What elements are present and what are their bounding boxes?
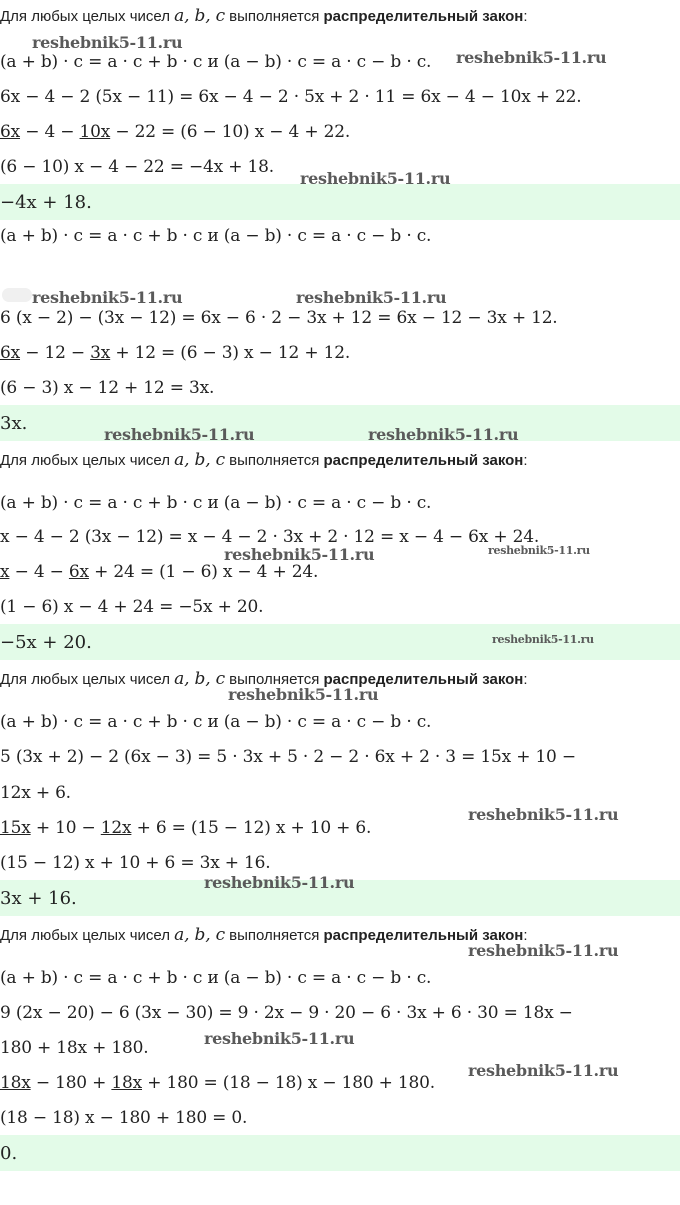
intro-mid: выполняется: [224, 452, 324, 469]
intro-post: :: [523, 927, 528, 944]
watermark: reshebnik5-11.ru: [228, 685, 379, 704]
answer-line: −5x + 20.: [0, 632, 92, 653]
expand-line: 6x − 4 − 2 (5x − 11) = 6x − 4 − 2 · 5x + 2 · 11 = 6x − 4 − 10x + 22.: [0, 87, 582, 107]
answer-line: 3x + 16.: [0, 888, 77, 909]
expand-continuation: 180 + 18x + 180.: [0, 1038, 149, 1058]
watermark: reshebnik5-11.ru: [468, 805, 619, 824]
result-line: (6 − 3) x − 12 + 12 = 3x.: [0, 378, 215, 398]
underlined-term: 6x: [0, 122, 21, 142]
watermark: reshebnik5-11.ru: [456, 48, 607, 67]
group-part: − 12 −: [20, 343, 91, 363]
answer-line: 0.: [0, 1143, 18, 1164]
intro-post: :: [523, 671, 528, 688]
watermark: reshebnik5-11.ru: [32, 288, 183, 307]
intro-text: [0, 450, 680, 470]
group-line: [0, 343, 680, 363]
intro-mid: выполняется: [224, 927, 324, 944]
law-line: (a + b) · c = a · c + b · c и (a − b) · c = a · c − b · c.: [0, 493, 432, 513]
answer-line: −4x + 18.: [0, 192, 92, 213]
result-line: (6 − 10) x − 4 − 22 = −4x + 18.: [0, 157, 274, 177]
group-part: − 4 −: [9, 562, 69, 582]
watermark: reshebnik5-11.ru: [104, 425, 255, 444]
result-line: (18 − 18) x − 180 + 180 = 0.: [0, 1108, 248, 1128]
watermark: reshebnik5-11.ru: [300, 169, 451, 188]
group-part: + 180 = (18 − 18) x − 180 + 180.: [142, 1073, 435, 1093]
group-line: [0, 122, 680, 142]
intro-bold: распределительный закон: [323, 452, 524, 469]
law-line: (a + b) · c = a · c + b · c и (a − b) · c = a · c − b · c.: [0, 968, 432, 988]
law-line: (a + b) · c = a · c + b · c и (a − b) · c = a · c − b · c.: [0, 226, 432, 246]
underlined-term: 18x: [0, 1073, 31, 1093]
expand-continuation: 12x + 6.: [0, 783, 71, 803]
intro-bold: распределительный закон: [323, 671, 524, 688]
group-part: + 12 = (6 − 3) x − 12 + 12.: [110, 343, 351, 363]
expand-line: 9 (2x − 20) − 6 (3x − 30) = 9 · 2x − 9 · 20 − 6 · 3x + 6 · 30 = 18x −: [0, 1003, 573, 1023]
expand-line: x − 4 − 2 (3x − 12) = x − 4 − 2 · 3x + 2 · 12 = x − 4 − 6x + 24.: [0, 527, 540, 547]
watermark: reshebnik5-11.ru: [204, 1029, 355, 1048]
result-line: (15 − 12) x + 10 + 6 = 3x + 16.: [0, 853, 271, 873]
intro-bold: распределительный закон: [323, 927, 524, 944]
watermark: reshebnik5-11.ru: [492, 633, 594, 646]
intro-vars: a, b, c: [174, 669, 225, 689]
intro-text: [0, 6, 680, 26]
expand-line: 6 (x − 2) − (3x − 12) = 6x − 6 · 2 − 3x + 12 = 6x − 12 − 3x + 12.: [0, 308, 558, 328]
underlined-term: 18x: [111, 1073, 143, 1093]
intro-vars: a, b, c: [174, 925, 225, 945]
underlined-term: 10x: [79, 122, 111, 142]
watermark: reshebnik5-11.ru: [488, 544, 590, 557]
intro-vars: a, b, c: [174, 6, 225, 26]
watermark: reshebnik5-11.ru: [32, 33, 183, 52]
watermark: reshebnik5-11.ru: [204, 873, 355, 892]
watermark: reshebnik5-11.ru: [368, 425, 519, 444]
group-part: + 6 = (15 − 12) x + 10 + 6.: [131, 818, 372, 838]
answer-line: 3x.: [0, 413, 28, 434]
underlined-term: x: [0, 562, 10, 582]
intro-mid: выполняется: [224, 8, 324, 25]
law-line: (a + b) · c = a · c + b · c и (a − b) · c = a · c − b · c.: [0, 712, 432, 732]
expand-line: 5 (3x + 2) − 2 (6x − 3) = 5 · 3x + 5 · 2 − 2 · 6x + 2 · 3 = 15x + 10 −: [0, 747, 576, 767]
group-part: + 24 = (1 − 6) x − 4 + 24.: [88, 562, 319, 582]
intro-mid: выполняется: [224, 671, 324, 688]
underlined-term: 12x: [100, 818, 132, 838]
collapsed-badge: [2, 288, 32, 302]
watermark: reshebnik5-11.ru: [224, 545, 375, 564]
group-line: [0, 562, 680, 582]
intro-prefix: Для любых целых чисел: [0, 8, 175, 25]
underlined-term: 6x: [68, 562, 89, 582]
underlined-term: 15x: [0, 818, 31, 838]
group-part: − 22 = (6 − 10) x − 4 + 22.: [110, 122, 351, 142]
watermark: reshebnik5-11.ru: [296, 288, 447, 307]
law-line: (a + b) · c = a · c + b · c и (a − b) · c = a · c − b · c.: [0, 52, 432, 72]
group-part: − 180 +: [30, 1073, 112, 1093]
watermark: reshebnik5-11.ru: [468, 941, 619, 960]
intro-post: :: [523, 8, 528, 25]
intro-prefix: Для любых целых чисел: [0, 927, 175, 944]
intro-post: :: [523, 452, 528, 469]
underlined-term: 6x: [0, 343, 21, 363]
group-part: − 4 −: [20, 122, 80, 142]
intro-vars: a, b, c: [174, 450, 225, 470]
intro-prefix: Для любых целых чисел: [0, 452, 175, 469]
result-line: (1 − 6) x − 4 + 24 = −5x + 20.: [0, 597, 264, 617]
watermark: reshebnik5-11.ru: [468, 1061, 619, 1080]
group-part: + 10 −: [30, 818, 101, 838]
intro-bold: распределительный закон: [323, 8, 524, 25]
underlined-term: 3x: [90, 343, 111, 363]
intro-prefix: Для любых целых чисел: [0, 671, 175, 688]
